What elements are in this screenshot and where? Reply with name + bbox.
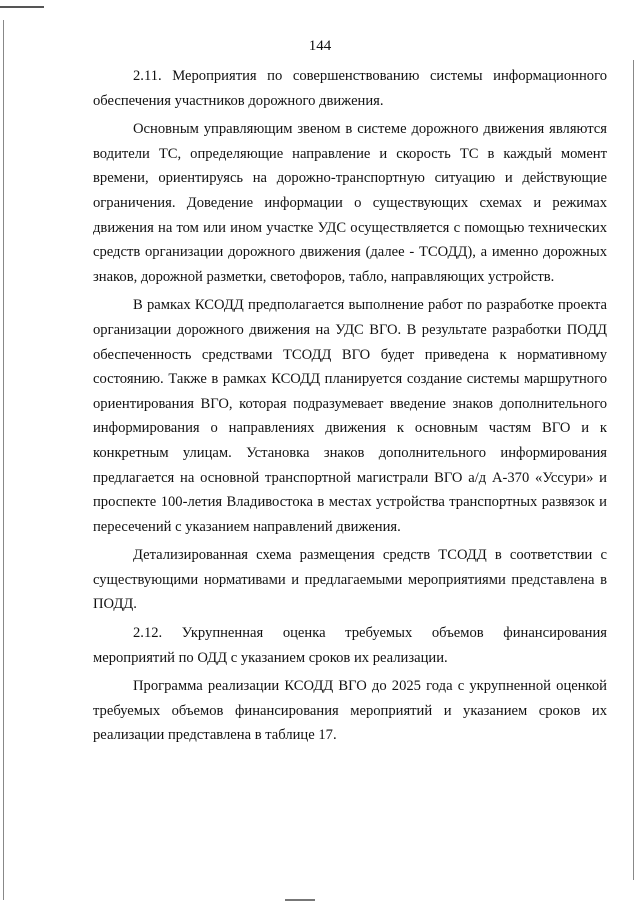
scan-edge-mark-bottom	[285, 899, 315, 901]
paragraph-main-link: Основным управляющим звеном в системе дорожного движения являются водители ТС, определяющие направление и скорость ТС в каждый момент времени, ориентируясь на дорожно-транспортную ситуацию и действующие ограничения. Доведение информации о существующих схемах и режимах движения на том или ином участке УДС осуществляется с помощью технических средств организации дорожного движения (далее - ТСОДД), а именно дорожных знаков, дорожной разметки, светофоров, табло, направляющих устройств.	[93, 121, 607, 285]
scan-edge-line-right	[633, 60, 634, 880]
section-heading-2-12: 2.12. Укрупненная оценка требуемых объемов финансирования мероприятий по ОДД с указанием сроков их реализации.	[93, 625, 607, 666]
paragraph-program: Программа реализации КСОДД ВГО до 2025 года с укрупненной оценкой требуемых объемов финансирования мероприятий и указанием сроков их реализации представлена в таблице 17.	[93, 678, 607, 744]
paragraph-detailed-scheme: Детализированная схема размещения средств ТСОДД в соответствии с существующими нормативами и предлагаемыми мероприятиями представлена в ПОДД.	[93, 547, 607, 613]
document-body	[93, 64, 607, 748]
scan-edge-line-left	[3, 20, 4, 900]
scan-edge-mark-top	[0, 6, 44, 8]
paragraph-ksodd-works: В рамках КСОДД предполагается выполнение работ по разработке проекта организации дорожного движения на УДС ВГО. В результате разработки ПОДД обеспеченность средствами ТСОДД ВГО будет приведена к нормативному состоянию. Также в рамках КСОДД планируется создание системы маршрутного ориентирования ВГО, которая подразумевает введение знаков дополнительного информирования о направлениях движения к основным частям ВГО и к конкретным улицам. Установка знаков дополнительного информирования предлагается на основной транспортной магистрали ВГО а/д А-370 «Уссури» и проспекте 100-летия Владивостока в местах устройства транспортных развязок и пересечений с указанием направлений движения.	[93, 297, 607, 535]
section-heading-2-11: 2.11. Мероприятия по совершенствованию системы информационного обеспечения участников дорожного движения.	[93, 68, 607, 109]
page-number: 144	[308, 38, 332, 54]
